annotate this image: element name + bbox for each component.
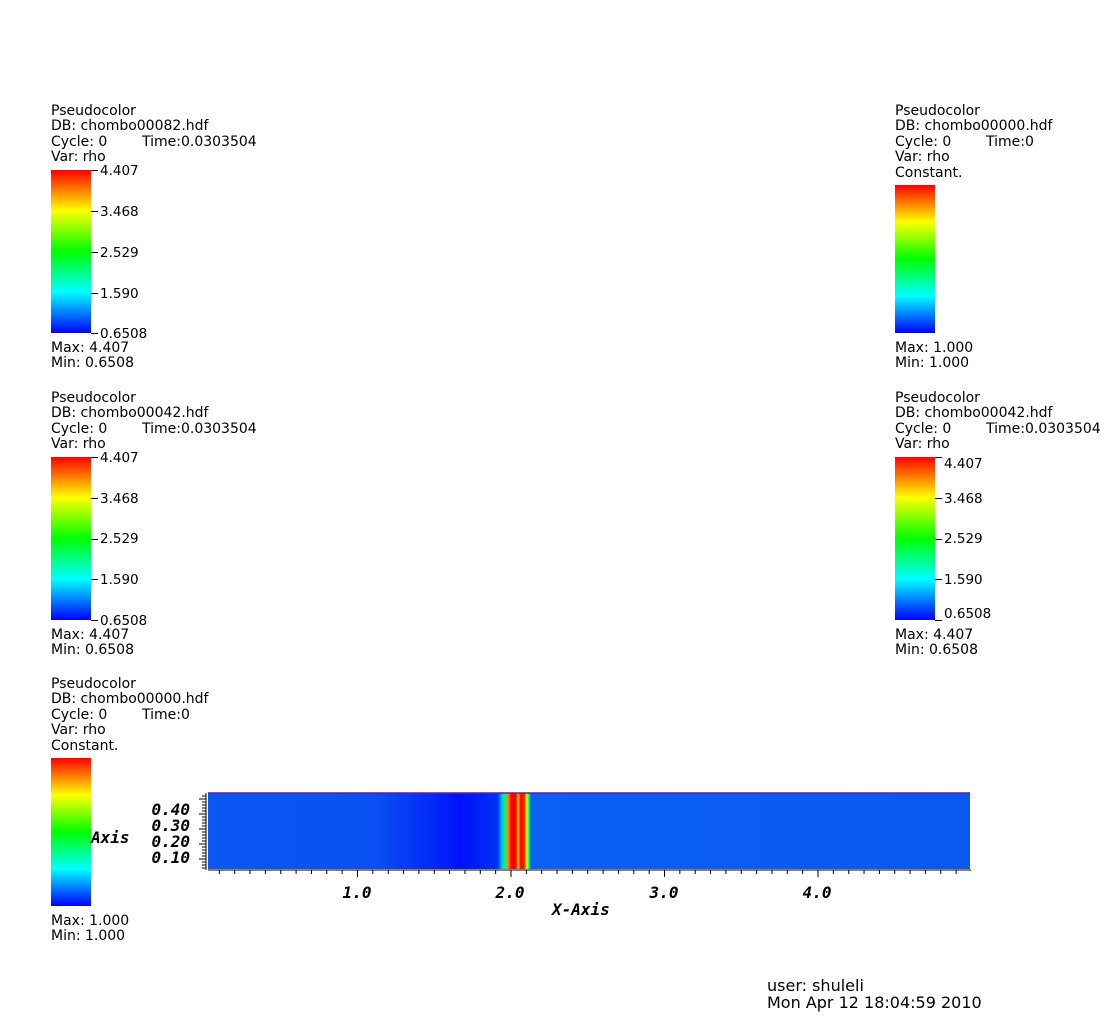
legend-db: DB: chombo00000.hdf: [51, 691, 209, 708]
legend-time: Time:0.0303504: [142, 420, 257, 437]
legend-time: Time:0.0303504: [142, 133, 257, 150]
legend-max: Max: 4.407: [51, 627, 130, 643]
colorbar-tick-label: 1.590: [100, 286, 139, 302]
colorbar-tick-label: 0.6508: [100, 613, 148, 629]
legend-plot-type: Pseudocolor: [51, 103, 136, 119]
colorbar-tick-label: 3.468: [100, 204, 139, 220]
legend-cycle: Cycle: 0: [51, 420, 108, 437]
colorbar-tick-label: 4.407: [100, 450, 139, 466]
legend-min: Min: 0.6508: [895, 642, 978, 659]
legend-time: Time:0.0303504: [986, 420, 1101, 437]
x-tick-label: 2.0: [495, 883, 525, 902]
legend-var: Var: rho: [51, 149, 106, 166]
legend-plot-type: Pseudocolor: [51, 676, 136, 692]
colorbar-tick-label: 4.407: [944, 456, 983, 472]
colorbar-tick-label: 3.468: [100, 491, 139, 507]
colorbar-tick-label: 2.529: [100, 245, 139, 261]
colorbar-tick-label: 1.590: [944, 572, 983, 588]
pseudocolor-field: [208, 793, 970, 869]
legend-cycle: Cycle: 0: [51, 133, 108, 150]
x-tick-label: 4.0: [802, 883, 832, 902]
y-tick-label: 0.10: [151, 848, 190, 867]
timestamp: Mon Apr 12 18:04:59 2010: [767, 993, 982, 1012]
legend-max: Max: 1.000: [895, 340, 974, 356]
x-axis-minor-ticks: [219, 870, 956, 877]
legend-var: Var: rho: [51, 436, 106, 453]
colorbar-tick-label: 1.590: [100, 572, 139, 588]
y-tick-label: 0.30: [151, 816, 190, 835]
user-info: user: shuleli: [767, 976, 864, 995]
legend-max: Max: 4.407: [51, 340, 130, 356]
legend-min: Min: 0.6508: [51, 355, 134, 372]
legend-plot-type: Pseudocolor: [51, 390, 136, 406]
legend-db: DB: chombo00042.hdf: [895, 405, 1053, 422]
x-tick-label: 1.0: [342, 883, 372, 902]
y-axis-label: Axis: [91, 828, 130, 847]
legend-constant: Constant.: [895, 164, 963, 181]
legend-time: Time:0: [142, 706, 190, 723]
y-axis-minor-ticks: [199, 796, 206, 868]
legend-plot-type: Pseudocolor: [895, 390, 980, 406]
legend-min: Min: 1.000: [895, 355, 970, 372]
legend-db: DB: chombo00000.hdf: [895, 118, 1053, 135]
legend-var: Var: rho: [51, 722, 106, 739]
y-tick-label: 0.40: [151, 800, 190, 819]
legend-cycle: Cycle: 0: [51, 706, 108, 723]
colorbar-tick-label: 2.529: [944, 531, 983, 547]
legend-max: Max: 1.000: [51, 913, 130, 929]
legend-var: Var: rho: [895, 436, 950, 453]
legend-time: Time:0: [986, 133, 1034, 150]
legend-min: Min: 0.6508: [51, 642, 134, 659]
legend-constant: Constant.: [51, 737, 119, 754]
colorbar-tick-label: 0.6508: [944, 606, 992, 622]
legend-max: Max: 4.407: [895, 627, 974, 643]
legend-cycle: Cycle: 0: [895, 420, 952, 437]
legend-var: Var: rho: [895, 149, 950, 166]
legend-db: DB: chombo00042.hdf: [51, 405, 209, 422]
colorbar-tick-label: 2.529: [100, 531, 139, 547]
legend-plot-type: Pseudocolor: [895, 103, 980, 119]
y-tick-label: 0.20: [151, 832, 190, 851]
legend-min: Min: 1.000: [51, 928, 126, 945]
colorbar-tick-label: 4.407: [100, 163, 139, 179]
x-tick-label: 3.0: [649, 883, 679, 902]
colorbar-tick-label: 3.468: [944, 491, 983, 507]
legend-cycle: Cycle: 0: [895, 133, 952, 150]
legend-db: DB: chombo00082.hdf: [51, 118, 209, 135]
colorbar-tick-label: 0.6508: [100, 326, 148, 342]
x-axis-label: X-Axis: [552, 900, 610, 919]
